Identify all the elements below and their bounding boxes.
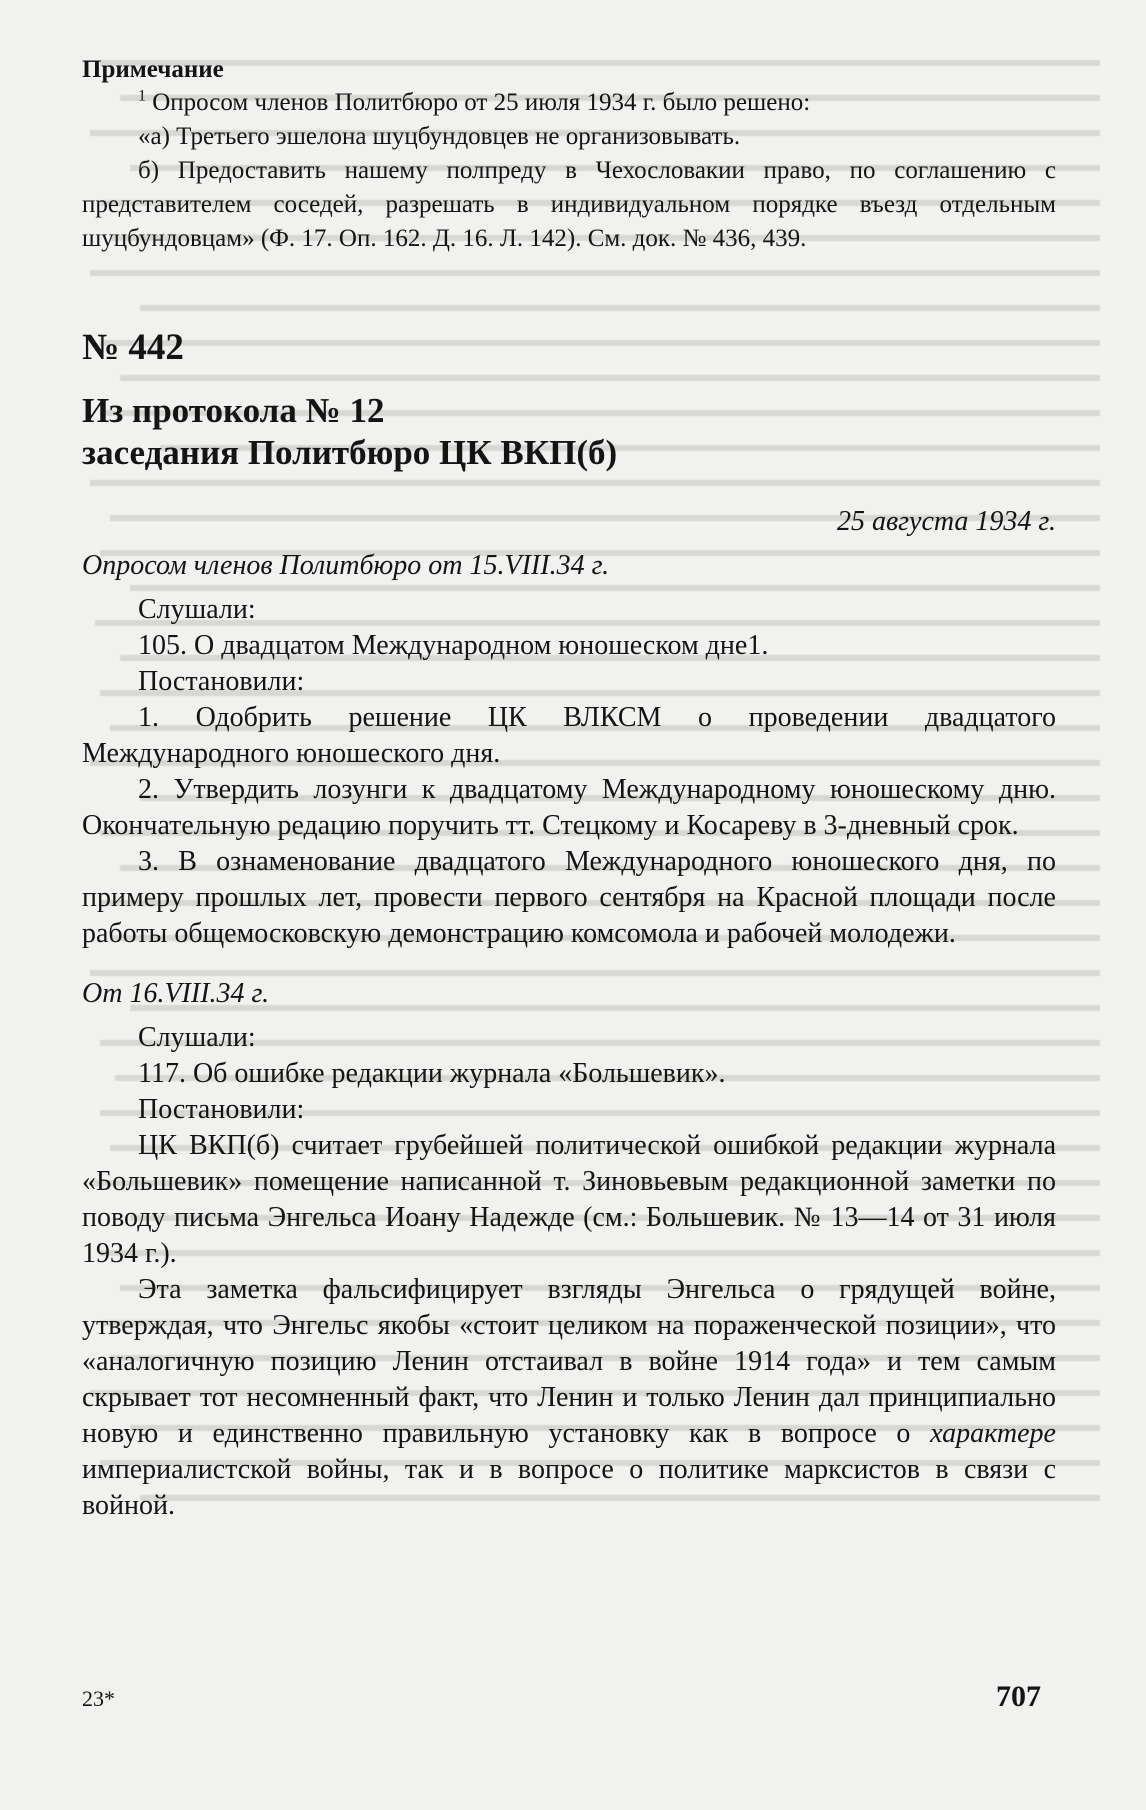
document-title-line: заседания Политбюро ЦК ВКП(б) — [82, 433, 618, 472]
footnote-text: Опросом членов Политбюро от 25 июля 1934 г. было решено: — [152, 89, 811, 116]
document-number: № 442 — [82, 327, 184, 368]
page-text — [82, 54, 1056, 1524]
agenda-item: 117. Об ошибке редакции журнала «Большевик». — [138, 1058, 726, 1089]
resolution-paragraph: ЦК ВКП(б) считает грубейшей политической ошибкой редакции журнала «Большевик» помещение написанной т. Зиновьевым редакционной заметки по поводу письма Энгельса Иоану Надежде (см.: Большевик. № 13—14 от 31 июля 1934 г.). — [82, 1130, 1056, 1269]
paragraph-text: Эта заметка фальсифицирует взгляды Энгельса о грядущей войне, утверждая, что Энгельс якобы «стоит целиком на пораженческой позиции», что «аналогичную позицию Ленин отстаивал в войне 1914 года» и тем самым скрывает тот несомненный факт, что Ленин и только Ленин дал принципиально новую и единственно правильную установку как в вопросе о — [82, 1274, 1056, 1449]
footnote-marker: 1 — [138, 87, 146, 105]
session-heading: Опросом членов Политбюро от 15.VIII.34 г. — [82, 550, 610, 581]
resolved-label: Постановили: — [138, 666, 305, 697]
resolution-paragraph: 2. Утвердить лозунги к двадцатому Международному юношескому дню. Окончательную редацию поручить тт. Стецкому и Косареву в 3-дневный срок. — [82, 774, 1056, 841]
session-heading: От 16.VIII.34 г. — [82, 978, 270, 1009]
footnote-line — [82, 86, 1056, 120]
printer-signature-mark: 23* — [82, 1686, 115, 1711]
resolution-paragraph — [82, 1272, 1056, 1524]
footnote-line: «а) Третьего эшелона шуцбундовцев не организовывать. — [138, 123, 741, 150]
agenda-item — [82, 628, 1056, 664]
agenda-item-end: . — [761, 630, 769, 661]
resolution-paragraph: 1. Одобрить решение ЦК ВЛКСМ о проведении двадцатого Международного юношеского дня. — [82, 702, 1056, 769]
page-number: 707 — [996, 1680, 1041, 1713]
heard-label: Слушали: — [138, 1022, 256, 1053]
agenda-item-text: 105. О двадцатом Международном юношеском дне — [138, 630, 748, 661]
document-section — [82, 326, 1056, 1524]
footnote-line: б) Предоставить нашему полпреду в Чехословакии право, по соглашению с представителем соседей, разрешать в индивидуальном порядке въезд отдельным шуцбундовцам» (Ф. 17. Оп. 162. Д. 16. Л. 142). См. док. № 436, 439. — [82, 157, 1056, 252]
emphasized-word: характере — [930, 1418, 1056, 1449]
document-date: 25 августа 1934 г. — [836, 506, 1056, 537]
paragraph-text: империалистской войны, так и в вопросе о политике марксистов в связи с войной. — [82, 1454, 1056, 1521]
resolved-label: Постановили: — [138, 1094, 305, 1125]
agenda-item-footnote-marker: 1 — [747, 630, 762, 661]
note-section — [82, 54, 1056, 256]
heard-label: Слушали: — [138, 594, 256, 625]
resolution-paragraph: 3. В ознаменование двадцатого Международного юношеского дня, по примеру прошлых лет, провести первого сентября на Красной площади после работы общемосковскую демонстрацию комсомола и рабочей молодежи. — [82, 846, 1056, 949]
note-heading: Примечание — [82, 56, 224, 83]
document-title-line: Из протокола № 12 — [82, 391, 385, 430]
